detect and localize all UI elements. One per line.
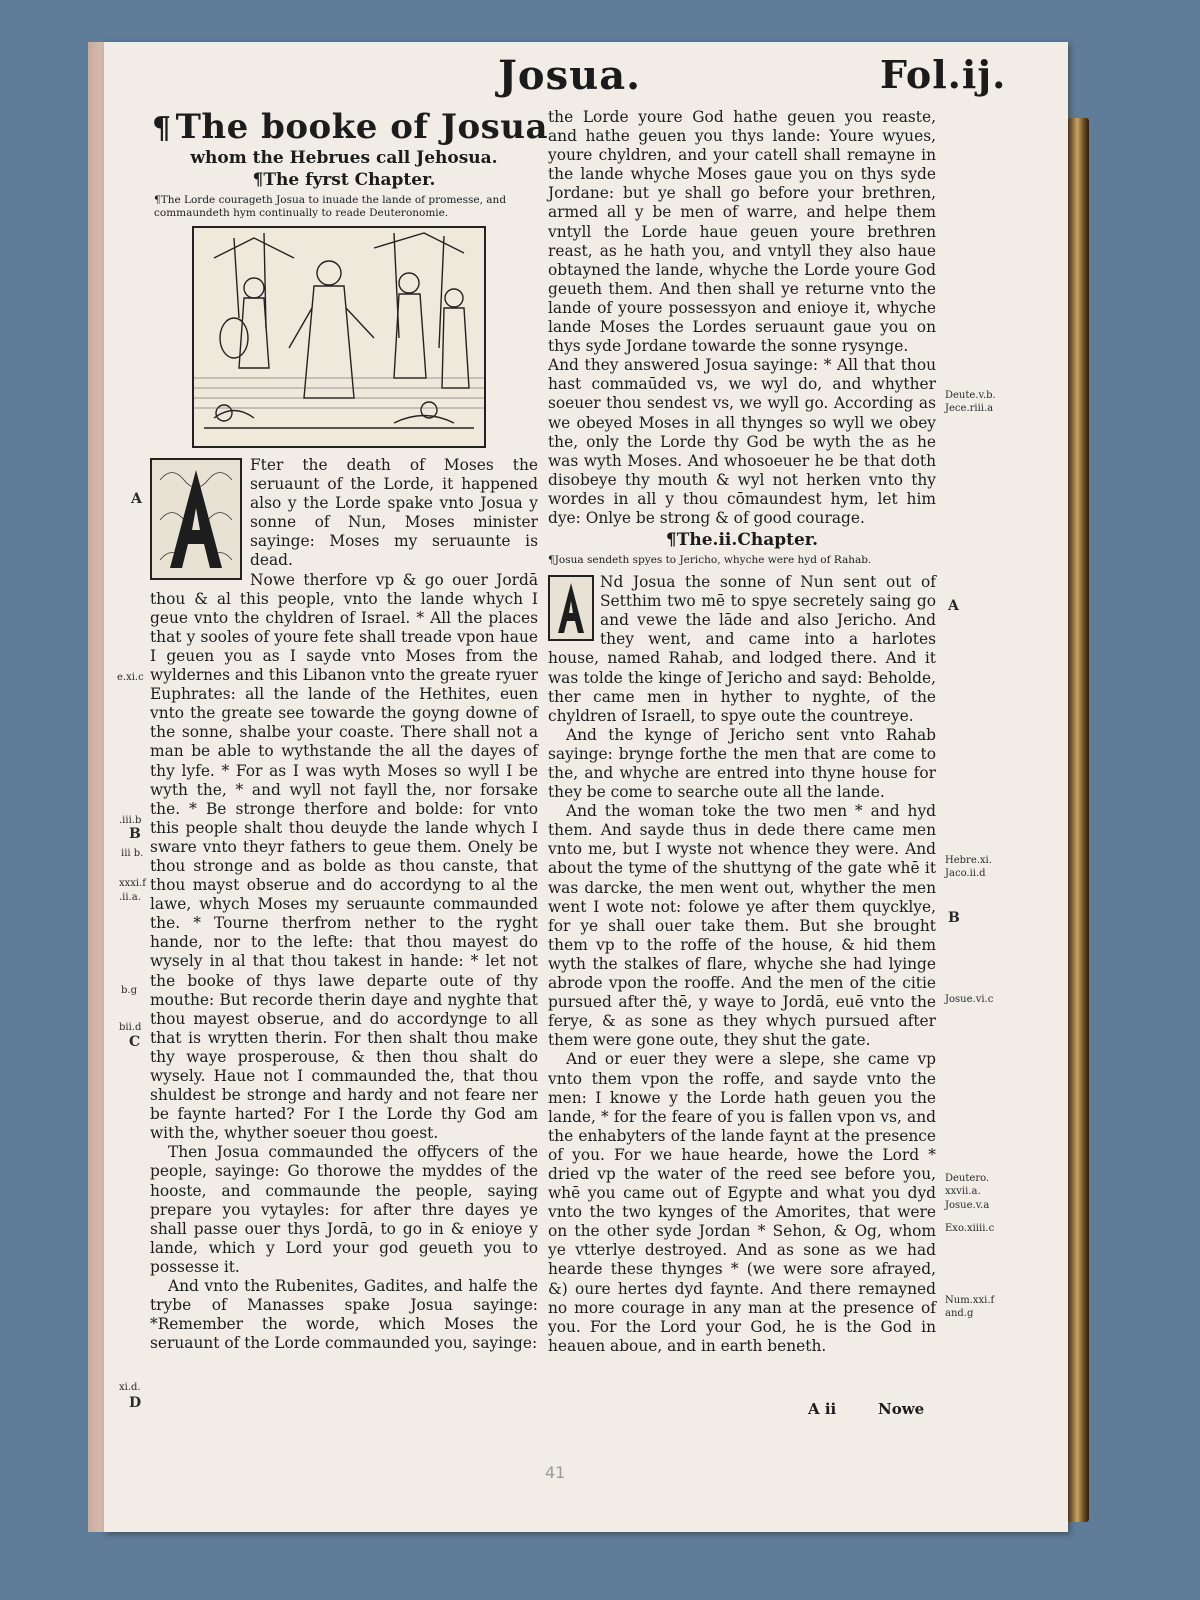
- margin-note-right: Jece.riii.a: [945, 403, 994, 414]
- pilcrow-icon: ¶: [152, 111, 172, 146]
- margin-note-left: .iii.b: [119, 815, 142, 826]
- right-body-text: [548, 108, 936, 528]
- chapter-1-paragraph: And vnto the Rubenites, Gadites, and halfe the trybe of Manasses spake Josua sayinge: *Remember the worde, which Moses the seruaunt of the Lorde commaunded you, sayinge:: [150, 1277, 538, 1353]
- chapter-1-summary: ¶The Lorde courageth Josua to inuade the lande of promesse, and commaundeth hym continually to reade Deuteronomie.: [154, 194, 507, 219]
- margin-note-left: iii b.: [121, 848, 144, 859]
- pilcrow-icon: ¶: [665, 530, 677, 551]
- margin-note-right: Hebre.xi.: [945, 855, 992, 866]
- running-head-title: Josua.: [498, 52, 642, 99]
- margin-note-left: B: [129, 826, 141, 842]
- margin-note-right: Num.xxi.f: [945, 1295, 995, 1306]
- pilcrow-icon: ¶: [252, 170, 264, 190]
- book-subtitle: whom the Hebrues call Jehosua.: [190, 148, 498, 168]
- pencil-page-number: 41: [545, 1463, 566, 1482]
- chapter-2-paragraph: And or euer they were a slepe, she came vp vnto them vpon the roffe, and sayde vnto the men: I knowe y the Lorde hath geuen you the lande, * for the feare of you is fallen vpon vs, and the enhabyters of the lande faynt at the presence of you. For we haue hearde, howe the Lord * dried vp the water of the reed see before you, whē you came out of Egypte and what you dyd vnto the two kynges of the Amorites, that were on the other syde Jordan * Sehon, & Og, whom ye vtterlye destroyed. And as sone as we had hearde these thynges * (we were sore afrayed, &) oure hertes dyd faynte. And there remayned no more courage in any man at the presence of you. For the Lord your God, he is the God in heauen aboue, and in earth beneth.: [548, 1050, 936, 1355]
- margin-note-right: Deutero.: [945, 1173, 990, 1184]
- right-column: [548, 108, 936, 1356]
- decorated-initial-a-small: [548, 575, 594, 641]
- margin-note-left: xxxi.f: [119, 878, 146, 889]
- chapter-1-paragraph: Fter the death of Moses the seruaunt of the Lorde, it happened also y the Lorde spake vnto Josua y sonne of Nun, Moses minister sayinge: Moses my seruaunte is dead.: [250, 456, 538, 570]
- chapter-1-paragraph: Nowe therfore vp & go ouer Jordā thou & al this people, vnto the lande whych I geue vnto the chyldren of Israel. * All the places that y sooles of youre fete shall treade vpon haue I geuen you as I sayde vnto Moses from the wyldernes and this Libanon vnto the greate ryuer Euphrates: all the lande of the Hethites, euen vnto the greate see towarde the goyng downe of the sonne, shalbe your coaste. There shall not a man be able to wythstande the all the dayes of thy lyfe. * For as I was wyth Moses so wyll I be wyth the, * and wyll not fayll the, nor forsake the. * Be stronge therfore and bolde: for vnto this people shalt thou deuyde the lande whych I sware vnto theyr fathers to geue them. Onely be thou stronge and as bolde as thou canste, that thou mayst obserue and do accordyng to al the lawe, whych Moses my seruaunte commaunded the. * Tourne therfrom nether to the ryght hande, nor to the lefte: that thou mayest do wysely in al that thou takest in hande: * let not the booke of thys lawe departe oute of thy mouthe: But recorde therin daye and nyghte that thou mayest obserue, and do accordynge to all that is wrytten therin. For then shalt thou make thy waye prosperouse, & then thou shalt do wysely. Haue not I commaunded the, that thou shuldest be stronge and hardy and not feare ner be faynte harted? For I the Lorde thy God am with the, whyther soeuer thou goest.: [150, 570, 538, 1143]
- margin-note-left: C: [129, 1034, 141, 1050]
- decorated-initial-a: [150, 458, 242, 580]
- pilcrow-icon: ¶: [548, 554, 555, 567]
- chapter-2-paragraph: And the woman toke the two men * and hyd them. And sayde thus in dede there came men vnto me, but I wyste not whence they were. And about the tyme of the shuttyng of the gate whē it was darcke, the men went out, whyther the men went I wote not: folowe ye after them quycklye, for ye shall ouer take them. But she brought them vp to the roffe of the house, & hid them wyth the stalkes of flare, whyche she had lyinge abrode vpon the rooffe. And the men of the citie pursued after thē, y waye to Jordā, euē vnto the ferye, & as sone as they whych pursued after them were gone oute, they shut the gate.: [548, 802, 936, 1050]
- margin-note-right: A: [948, 598, 959, 614]
- book-title: ¶ The booke of Josua: [152, 107, 549, 147]
- catchword: Nowe: [878, 1400, 925, 1418]
- margin-note-right: Josue.vi.c: [945, 994, 994, 1005]
- margin-note-left: .ii.a.: [119, 892, 141, 903]
- margin-note-left: D: [129, 1395, 142, 1411]
- right-body-text-ch2: [548, 573, 936, 1356]
- margin-note-right: Exo.xiiii.c: [945, 1223, 995, 1234]
- margin-note-right: Jaco.ii.d: [945, 868, 986, 879]
- chapter-2-heading: ¶The.ii.Chapter.: [665, 530, 819, 551]
- chapter-1-heading: ¶The fyrst Chapter.: [252, 170, 436, 190]
- margin-note-left: A: [131, 491, 142, 507]
- margin-note-left: e.xi.c: [117, 672, 144, 683]
- margin-note-right: xxvii.a.: [945, 1186, 981, 1197]
- margin-note-right: Josue.v.a: [945, 1200, 990, 1211]
- margin-note-right: B: [948, 910, 960, 926]
- chapter-2-paragraph: And the kynge of Jericho sent vnto Rahab sayinge: brynge forthe the men that are come to the, and whyche are entred into thyne house for they be come to searche oute all the lande.: [548, 725, 936, 802]
- left-body-text: [150, 456, 538, 1353]
- chapter-1-paragraph: the Lorde youre God hathe geuen you reaste, and hathe geuen you thys lande: Youre wyues, youre chyldren, and your catell shall remayne in the lande whyche Moses gaue you on thys syde Jordane: but ye shall go before your brethren, armed all y be men of warre, and helpe them vntyll the Lorde haue geuen youre brethren reast, as he hath you, and vntyll they also haue obtayned the lande, whyche the Lorde youre God geueth them. And then shall ye returne vnto the lande of youre possessyon and enioye it, whyche lande Moses the Lordes seruaunt gaue you on thys syde Jordane towarde the sonne rysynge.: [548, 108, 936, 356]
- chapter-1-paragraph: And they answered Josua sayinge: * All that thou hast commaūded vs, we wyl do, and whyther soeuer thou sendest vs, we wyll go. According as we obeyed Moses in all thynges so wyll we obey the, only the Lorde thy God be wyth the as he was wyth Moses. And whosoeuer he be that doth disobeye thy mouth & wyl not herken vnto thy wordes in all y thou cōmaundest hym, let him dye: Onlye be strong & of good courage.: [548, 356, 936, 527]
- margin-note-left: b.g: [121, 985, 137, 996]
- chapter-2-paragraph: Nd Josua the sonne of Nun sent out of Setthim two mē to spye secretely saing go and vewe the lāde and also Jericho. And they went, and came into a harlotes house, named Rahab, and lodged there. And it was tolde the kinge of Jericho and sayd: Beholde, ther came men in hyther to nyghte, of the chyldren of Israell, to spye oute the countreye.: [548, 573, 936, 725]
- margin-note-left: bii.d: [119, 1022, 142, 1033]
- margin-note-left: xi.d.: [119, 1382, 141, 1393]
- woodcut-illustration: [192, 226, 486, 448]
- chapter-1-paragraph: Then Josua commaunded the offycers of the people, sayinge: Go thorowe the myddes of the hooste, and commaunde the people, saying prepare you vytayles: for after thre dayes ye shall passe ouer thys Jordā, to go in & enioye y lande, which y Lord your god geueth you to possesse it.: [150, 1143, 538, 1276]
- margin-note-right: and.g: [945, 1308, 974, 1319]
- margin-note-right: Deute.v.b.: [945, 390, 996, 401]
- signature-mark: A ii: [808, 1400, 837, 1418]
- pilcrow-icon: ¶: [154, 194, 161, 206]
- left-column: [150, 107, 549, 1353]
- chapter-2-summary: ¶Josua sendeth spyes to Jericho, whyche were hyd of Rahab.: [548, 554, 872, 567]
- folio-number: Fol.ij.: [880, 52, 1007, 97]
